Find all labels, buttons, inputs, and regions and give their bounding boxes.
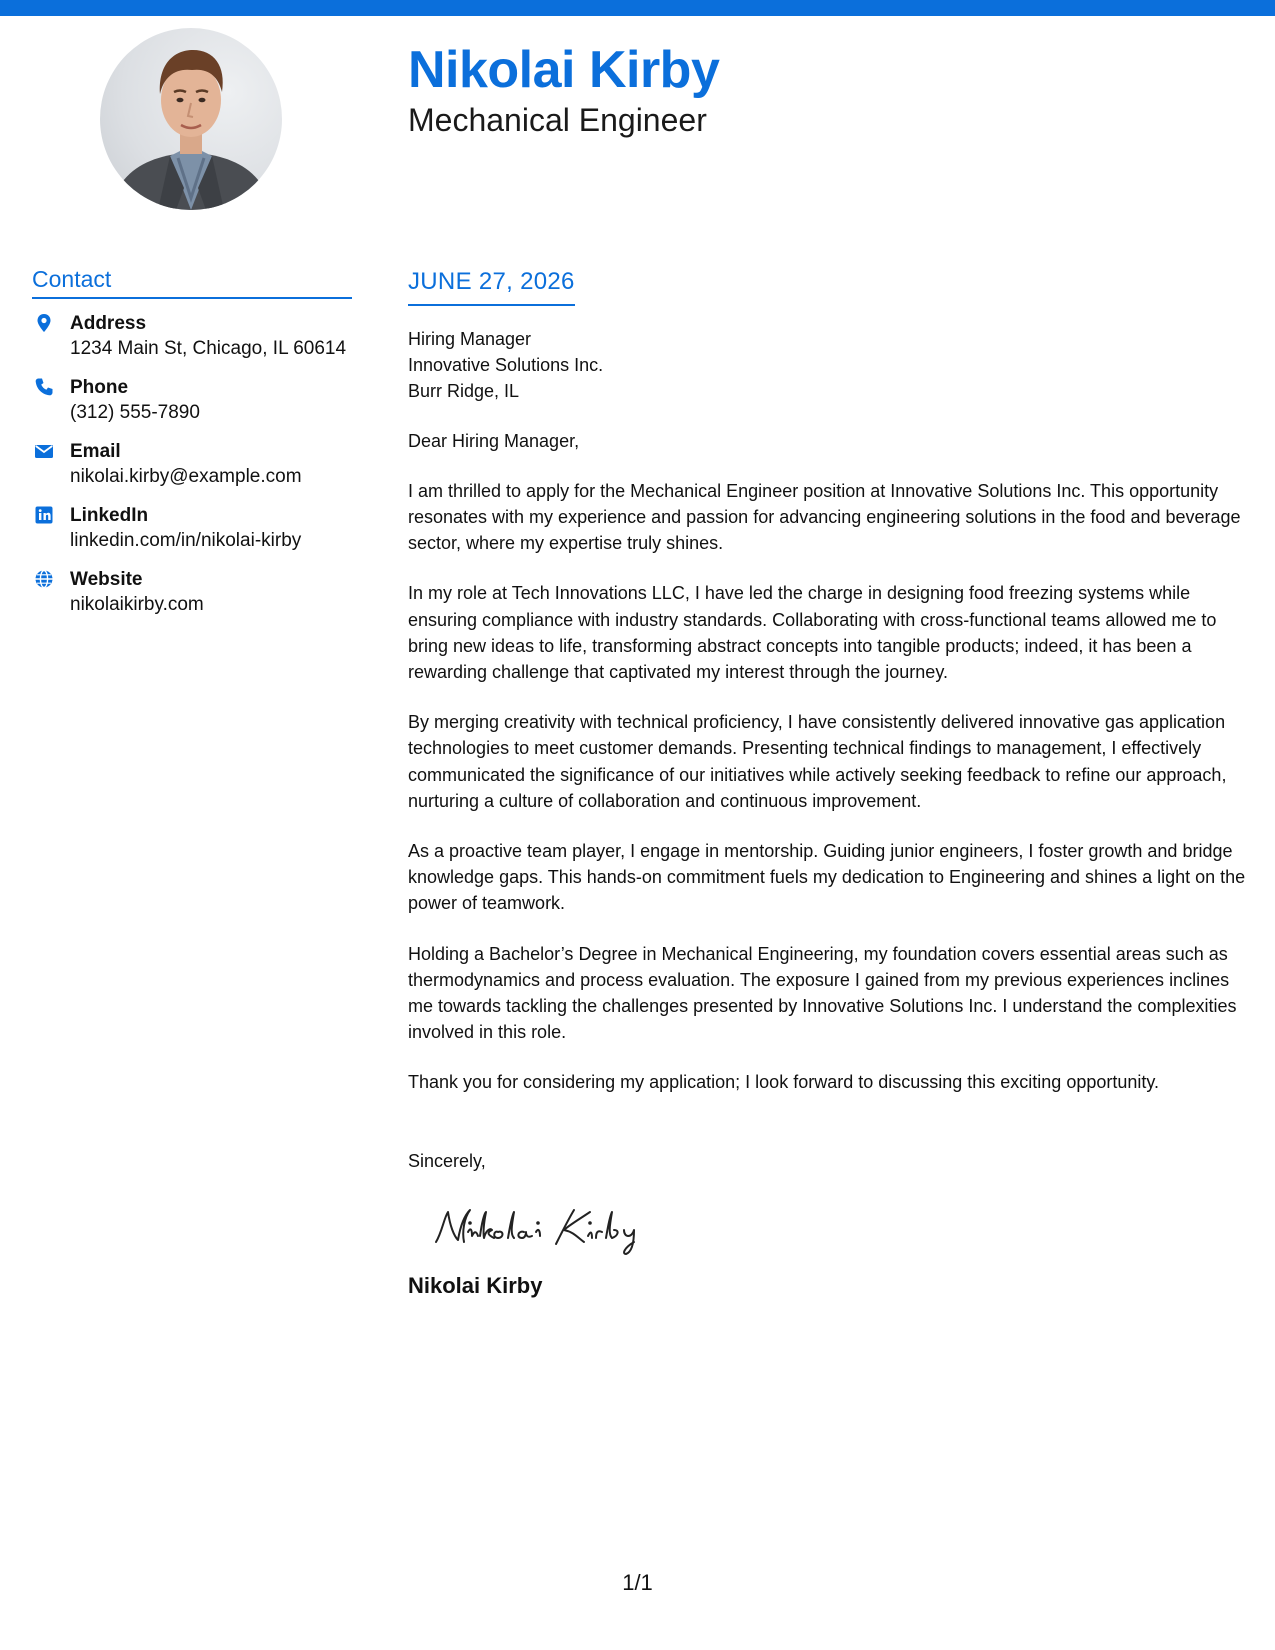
handwritten-signature [428,1192,688,1264]
contact-heading: Contact [32,266,352,299]
phone-icon [34,377,54,397]
letter-paragraph: As a proactive team player, I engage in mentorship. Guiding junior engineers, I foster growth and bridge knowledge gaps. This hands-on commitment fuels my dedication to Engineering and shines a light on the power of teamwork. [408,841,1246,914]
signed-name: Nikolai Kirby [408,1272,543,1298]
letter-body [408,268,1248,1300]
page-number: 1/1 [622,1570,653,1595]
contact-label: LinkedIn [70,504,149,526]
closing: Sincerely, [408,1150,486,1171]
contact-item-phone [32,375,352,425]
linkedin-value[interactable]: linkedin.com/in/nikolai-kirby [70,529,302,551]
top-accent-bar [0,0,1275,16]
phone-value: (312) 555-7890 [70,401,200,423]
letter-paragraph: Holding a Bachelor’s Degree in Mechanical Engineering, my foundation covers essential areas such as thermodynamics and process evaluation. The exposure I gained from my previous experiences inclines me towards tackling the challenges presented by Innovative Solutions Inc. I understand the complexities involved in this role. [408,943,1237,1043]
applicant-role: Mechanical Engineer [408,102,707,138]
map-pin-icon [34,313,54,333]
contact-item-website [32,567,352,617]
recipient-line: Burr Ridge, IL [408,380,520,401]
letter-paragraph: Thank you for considering my application; I look forward to discussing this exciting opportunity. [408,1072,1160,1093]
letter-paragraph: In my role at Tech Innovations LLC, I have led the charge in designing food freezing systems while ensuring compliance with industry standards. Collaborating with cross-functional teams allowed me to bring new ideas to life, transforming abstract concepts into tangible products; indeed, it has been a rewarding challenge that captivated my interest through the journey. [408,583,1217,683]
contact-label: Address [70,312,147,334]
contact-label: Email [70,440,121,462]
contact-sidebar [32,266,352,631]
contact-item-email [32,439,352,489]
contact-label: Website [70,568,143,590]
email-icon [34,441,54,461]
recipient-block [408,326,1248,404]
linkedin-icon [34,505,54,525]
letter-date: JUNE 27, 2026 [408,268,575,306]
letter-paragraph: By merging creativity with technical proficiency, I have consistently delivered innovative gas application technologies to meet customer demands. Presenting technical findings to management, I effectively communicated the significance of our initiatives while actively seeking feedback to refine our approach, nurturing a culture of collaboration and continuous improvement. [408,712,1227,811]
recipient-line: Hiring Manager [408,328,532,349]
salutation: Dear Hiring Manager, [408,430,580,451]
recipient-line: Innovative Solutions Inc. [408,354,604,375]
contact-item-address [32,311,352,361]
contact-label: Phone [70,376,129,398]
globe-icon [34,569,54,589]
address-value: 1234 Main St, Chicago, IL 60614 [70,337,347,359]
contact-item-linkedin [32,503,352,553]
applicant-name: Nikolai Kirby [408,41,720,99]
email-value[interactable]: nikolai.kirby@example.com [70,465,302,487]
website-value[interactable]: nikolaikirby.com [70,593,204,615]
profile-photo [100,28,282,210]
letter-paragraph: I am thrilled to apply for the Mechanical Engineer position at Innovative Solutions Inc. This opportunity resonates with my experience and passion for advancing engineering solutions in the food and beverage sector, where my expertise truly shines. [408,480,1241,554]
